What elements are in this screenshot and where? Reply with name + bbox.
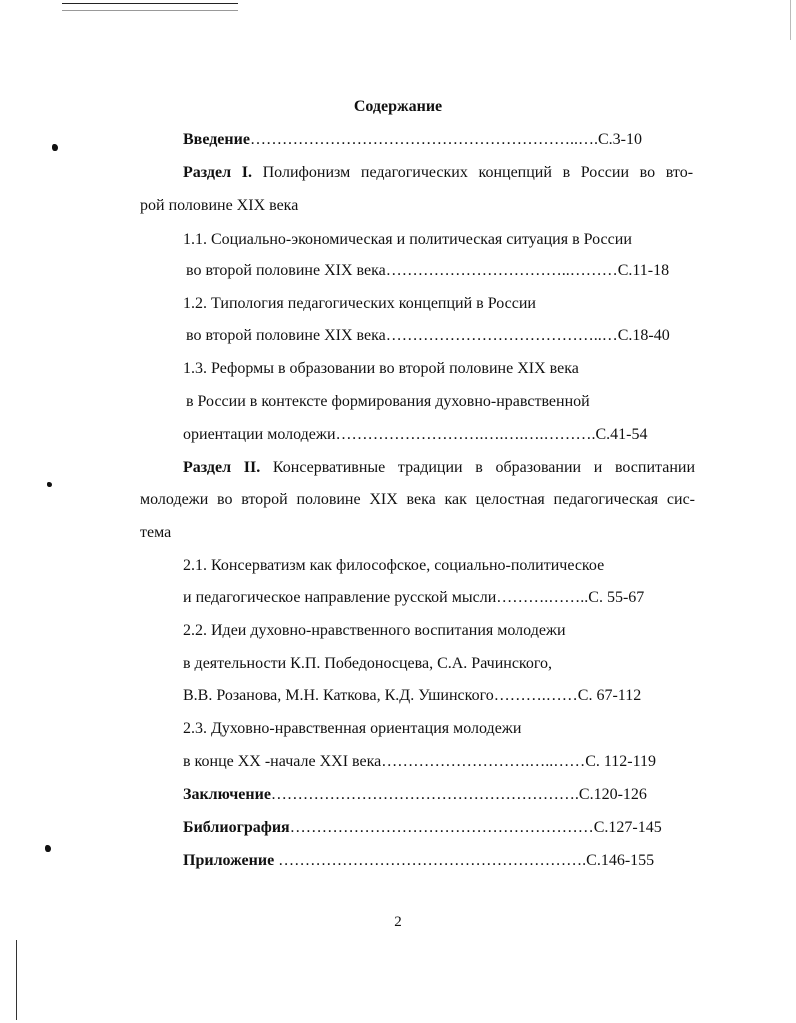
section-label: Раздел II. (183, 459, 261, 476)
section-label: Раздел I. (183, 164, 252, 181)
section-title-part: рой половине XIX века (140, 197, 299, 214)
toc-entry-text: 2.2. Идеи духовно-нравственного воспитания молодежи (183, 622, 566, 639)
toc-entry-2-1[interactable] (183, 556, 604, 576)
toc-leader: …………………………………………………. (274, 852, 587, 869)
toc-entry-text: во второй половине XIX века……………………………..……… (186, 262, 618, 279)
toc-entry-label: Библиография (183, 819, 290, 836)
toc-pages: С.127-145 (593, 819, 662, 836)
toc-entry-label: Введение (183, 131, 250, 148)
toc-entry-text: и педагогическое направление русской мысли……….…….. (183, 589, 589, 606)
scan-artifact-top-line (62, 3, 238, 4)
toc-entry-text: 1.1. Социально-экономическая и политическая ситуация в России (183, 231, 632, 248)
page-number: 2 (394, 914, 402, 930)
toc-entry-2-3[interactable] (183, 719, 521, 739)
section-title-part: Консервативные традиции в образовании и воспитании (272, 459, 696, 476)
toc-pages: С.18-40 (617, 327, 670, 344)
toc-entry-1-3-line2 (186, 392, 590, 412)
toc-section-2-heading-cont (140, 490, 695, 510)
toc-entry-1-2[interactable] (183, 294, 536, 314)
binding-hole-mark (45, 845, 51, 852)
toc-leader: …………………………………………………. (270, 786, 579, 803)
section-title-part: молодежи во второй половине XIX века как целостная педагогическая сис- (140, 491, 695, 508)
toc-entry-text: 2.3. Духовно-нравственная ориентация молодежи (183, 720, 522, 737)
toc-entry-1-3[interactable] (183, 359, 579, 379)
binding-hole-mark (52, 144, 58, 151)
toc-entry-text: 2.1. Консерватизм как философское, социально-политическое (183, 557, 605, 574)
toc-entry-intro[interactable] (183, 130, 642, 150)
toc-entry-1-2-pages-line (186, 326, 670, 346)
toc-pages: С.41-54 (595, 426, 648, 443)
toc-section-2-heading-cont2 (140, 523, 171, 543)
toc-pages: С. 55-67 (588, 589, 645, 606)
toc-entry-1-1[interactable] (183, 230, 632, 250)
section-title-part: тема (140, 524, 172, 541)
toc-pages: С. 112-119 (585, 753, 657, 770)
toc-pages: С. 67-112 (577, 687, 642, 704)
scan-artifact-right-line (790, 0, 791, 40)
toc-entry-label: Приложение (183, 852, 275, 869)
toc-leader: ………………………………………………… (289, 819, 594, 836)
toc-entry-text: В.В. Розанова, М.Н. Каткова, К.Д. Ушинского……….…… (183, 687, 578, 704)
page-title: Содержание (353, 98, 443, 115)
toc-entry-2-2-pages-line (183, 686, 641, 706)
toc-entry-text: в России в контексте формирования духовно-нравственной (186, 393, 590, 410)
toc-entry-text: в деятельности К.П. Победоносцева, С.А. Рачинского, (183, 655, 553, 672)
toc-entry-2-3-pages-line (183, 752, 656, 772)
toc-section-1-heading-cont (140, 196, 298, 216)
scan-artifact-top-line-faint (62, 10, 238, 11)
toc-entry-conclusion[interactable] (183, 785, 647, 805)
toc-entry-2-1-pages-line (183, 588, 644, 608)
toc-section-2-heading[interactable] (183, 458, 695, 478)
toc-entry-2-2-line2 (183, 654, 552, 674)
binding-hole-mark (47, 482, 52, 487)
toc-pages: С.146-155 (586, 852, 655, 869)
toc-entry-text: во второй половине XIX века…………………………………..… (186, 327, 618, 344)
toc-leader: ……………………………………………………..…. (249, 131, 598, 148)
toc-entry-text: 1.2. Типология педагогических концепций в России (183, 295, 536, 312)
toc-pages: С.120-126 (578, 786, 647, 803)
toc-pages: С.3-10 (597, 131, 642, 148)
section-title-part: Полифонизм педагогических концепций в России во вто- (262, 164, 694, 181)
toc-pages: С.11-18 (617, 262, 670, 279)
toc-entry-2-2[interactable] (183, 621, 566, 641)
toc-entry-text: 1.3. Реформы в образовании во второй половине XIX века (183, 360, 579, 377)
toc-section-1-heading[interactable] (183, 163, 693, 183)
toc-entry-1-3-pages-line (183, 425, 648, 445)
toc-entry-text: в конце XX -начале XXI века……………………….…..…… (183, 753, 586, 770)
scan-artifact-left-line (16, 940, 17, 1020)
toc-entry-label: Заключение (183, 786, 271, 803)
toc-entry-text: ориентации молодежи……………………….….….….………. (183, 426, 596, 443)
toc-entry-appendix[interactable] (183, 851, 654, 871)
toc-entry-bibliography[interactable] (183, 818, 662, 838)
toc-entry-1-1-pages-line (186, 261, 669, 281)
